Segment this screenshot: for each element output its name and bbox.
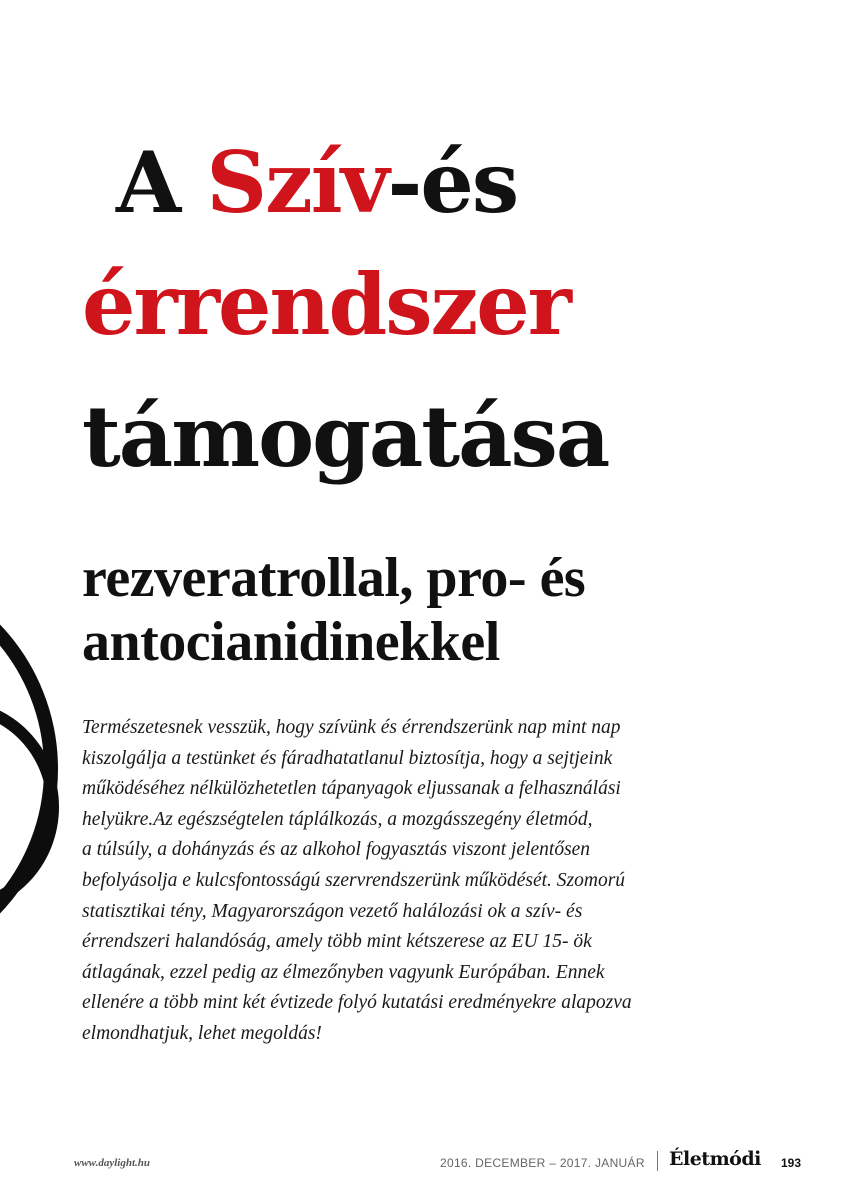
lead-line: a túlsúly, a dohányzás és az alkohol fogyasztás viszont jelentősen <box>82 839 591 861</box>
lead-paragraph <box>82 713 762 1050</box>
title-highlight-sziv: Szív <box>206 133 388 232</box>
lead-line: statisztikai tény, Magyarországon vezető halálozási ok a szív- és <box>82 900 583 922</box>
title-word-es: -és <box>387 133 518 232</box>
lead-line: átlagának, ezzel pedig az élmezőnyben vagyunk Európában. Ennek <box>82 961 605 983</box>
subtitle-line-1: rezveratrollal, pro- és <box>82 547 586 609</box>
title-line-3: támogatása <box>82 387 609 486</box>
lead-line: ellenére a több mint két évtizede folyó kutatási eredményekre alapozva <box>82 992 632 1014</box>
subtitle-line-2: antocianidinekkel <box>82 611 500 673</box>
footer-page-number: 193 <box>781 1156 802 1170</box>
lead-line: érrendszeri halandóság, amely több mint kétszerese az EU 15- ök <box>82 931 592 953</box>
footer-website: www.daylight.hu <box>74 1157 151 1169</box>
title-line-1 <box>116 128 517 238</box>
lead-line: kiszolgálja a testünket és fáradhatatlanul biztosítja, hogy a sejtjeink <box>82 747 613 769</box>
footer-magazine-name: Életmódi <box>669 1148 761 1170</box>
title-line-2: érrendszer <box>82 255 570 354</box>
footer-issue-date: 2016. DECEMBER – 2017. JANUÁR <box>440 1156 645 1170</box>
lead-line: elmondhatjuk, lehet megoldás! <box>82 1022 322 1044</box>
title-word-a: A <box>116 133 207 232</box>
lead-line: Természetesnek vesszük, hogy szívünk és érrendszerünk nap mint nap <box>82 717 621 738</box>
footer-divider <box>657 1151 658 1171</box>
lead-line: helyükre.Az egészségtelen táplálkozás, a mozgásszegény életmód, <box>82 808 593 830</box>
lead-line: befolyásolja e kulcsfontosságú szervrendszerünk működését. Szomorú <box>82 869 626 891</box>
lead-line: működéséhez nélkülözhetetlen tápanyagok eljussanak a felhasználási <box>82 778 621 800</box>
